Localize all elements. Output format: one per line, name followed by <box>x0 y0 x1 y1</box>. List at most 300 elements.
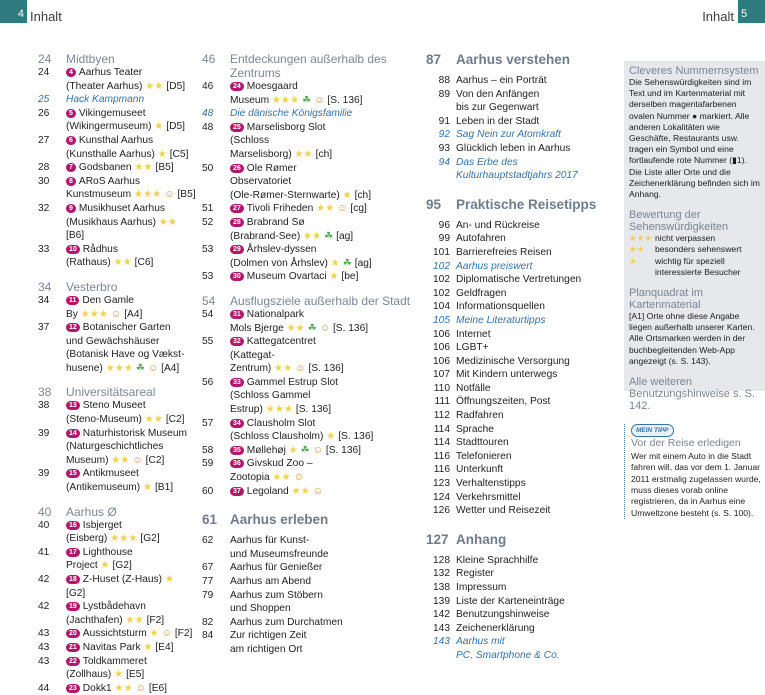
page-ref: 99 <box>438 233 450 245</box>
toc-entry <box>420 450 620 464</box>
info-title-rating: Bewertung der Sehenswürdigkeiten <box>629 209 729 234</box>
page-ref: 143 <box>433 622 450 634</box>
entry-line: (Theater Aarhus) ★★ [D5] <box>66 80 186 92</box>
entry-line: (Brabrand-See) ★★ ☘ [ag] <box>230 230 354 242</box>
page-ref: 92 <box>438 129 450 141</box>
page-ref: 102 <box>433 274 450 286</box>
toc-entry <box>36 519 196 546</box>
page-ref: 24 <box>38 52 52 66</box>
toc-entry <box>420 328 620 342</box>
page-ref: 60 <box>202 485 214 497</box>
toc-entry <box>420 74 620 88</box>
entry-line: Marselisborg) ★★ [ch] <box>230 148 333 160</box>
kids-icon: ☺ <box>164 189 175 201</box>
rating-stars-icon: ★★ <box>144 414 163 426</box>
page-ref: 106 <box>433 342 450 354</box>
nature-icon: ☘ <box>135 362 146 374</box>
sight-number-badge: 21 <box>66 643 80 652</box>
rating-stars-icon: ★★★ <box>133 189 162 201</box>
rating-stars-icon: ★ <box>330 257 340 269</box>
toc-entry <box>420 622 620 636</box>
page-ref: 106 <box>433 328 450 340</box>
rating-stars-icon: ★ <box>143 482 153 494</box>
toc-entry <box>36 175 196 202</box>
entry-line: (Rathaus) ★★ [C6] <box>66 257 154 269</box>
page-ref: 44 <box>38 682 50 694</box>
running-header-left: Inhalt <box>30 9 62 24</box>
toc-entry <box>420 608 620 622</box>
info-title-numbering: Cleveres Nummernsystem <box>629 65 759 77</box>
rating-legend <box>629 233 760 278</box>
page-ref: 106 <box>433 355 450 367</box>
kids-icon: ☺ <box>110 308 122 320</box>
kids-icon: ☺ <box>312 485 324 497</box>
entry-line: (Naturgeschichtliches <box>66 441 164 453</box>
toc-entry <box>36 202 196 243</box>
entry-line: 17 Lighthouse <box>66 546 196 560</box>
sight-number-badge: 37 <box>230 487 244 496</box>
toc-entry <box>36 399 196 426</box>
page-ref: 53 <box>202 271 214 283</box>
sight-number-badge: 35 <box>230 446 244 455</box>
toc-feature-entry <box>420 260 620 274</box>
entry-line: 32 Kattegatcentret <box>230 335 415 349</box>
page-ref: 58 <box>202 444 214 456</box>
entry-line: 6 Kunsthal Aarhus <box>66 134 196 148</box>
rating-stars-icon: ★★ <box>134 162 153 174</box>
page-number-left: 4 <box>17 8 24 20</box>
toc-feature-entry <box>200 107 415 121</box>
entry-line: (Jachthafen) ★★ [F2] <box>66 614 165 626</box>
nature-icon: ☘ <box>324 230 334 242</box>
page-ref: 34 <box>38 294 50 306</box>
sight-number-badge: 16 <box>66 521 80 530</box>
page-ref: 67 <box>202 562 214 574</box>
legend-row <box>629 256 760 278</box>
running-header-right: Inhalt <box>702 9 734 24</box>
sight-number-badge: 26 <box>230 164 244 173</box>
toc-section-heading <box>200 294 415 308</box>
toc-entry <box>420 554 620 568</box>
toc-feature-entry <box>420 635 620 662</box>
sight-number-badge: 14 <box>66 429 80 438</box>
toc-entry <box>420 436 620 450</box>
entry-line: husene) ★★★ ☘ ☺ [A4] <box>66 362 180 374</box>
entry-line: 4 Aarhus Teater <box>66 66 196 80</box>
toc-chapter-heading <box>420 532 620 548</box>
toc-entry <box>420 355 620 369</box>
entry-line: 12 Botanischer Garten <box>66 321 196 335</box>
toc-entry <box>200 121 415 162</box>
toc-entry <box>36 627 196 641</box>
page-ref: 79 <box>202 589 214 601</box>
toc-entry <box>36 546 196 573</box>
entry-line: Meine Literaturtipps <box>456 314 546 326</box>
entry-line: Öffnungszeiten, Post <box>456 396 551 408</box>
page-ref: 39 <box>38 468 50 480</box>
sight-number-badge: 36 <box>230 459 244 468</box>
nature-icon: ☘ <box>302 94 312 106</box>
entry-line: (Botanisk Have og Vækst- <box>66 349 185 361</box>
entry-line: (Steno-Museum) ★★ [C2] <box>66 414 185 426</box>
sight-number-badge: 10 <box>66 245 80 254</box>
toc-entry <box>200 417 415 444</box>
toc-entry <box>420 273 620 287</box>
entry-line: 35 Møllehøj ★ ☘ ☺ [S. 136] <box>230 444 415 458</box>
entry-line: 30 Museum Ovartaci ★ [be] <box>230 270 415 284</box>
entry-line: 26 Ole Rømer <box>230 162 415 176</box>
info-title-grid: Planquadrat im Kartenmaterial <box>629 287 703 312</box>
entry-line: Kunstmuseum ★★★ ☺ [B5] <box>66 189 196 201</box>
legend-row <box>629 244 760 255</box>
toc-entry <box>420 581 620 595</box>
sight-number-badge: 12 <box>66 323 80 332</box>
entry-line: PC, Smartphone & Co. <box>456 649 560 661</box>
sight-number-badge: 28 <box>230 218 244 227</box>
heading-text: Anhang <box>456 531 507 547</box>
kids-icon: ☺ <box>147 362 159 374</box>
toc-entry <box>36 161 196 175</box>
entry-line: (Schloss <box>230 135 270 147</box>
toc-feature-entry <box>420 156 620 183</box>
sight-number-badge: 15 <box>66 469 80 478</box>
page-ref: 34 <box>38 279 52 294</box>
entry-line: bis zur Gegenwart <box>456 102 539 114</box>
toc-entry <box>200 335 415 376</box>
page-ref: 96 <box>438 219 450 231</box>
entry-line: Internet <box>456 328 491 340</box>
page-ref: 93 <box>438 142 450 154</box>
sight-number-badge: 32 <box>230 337 244 346</box>
sight-number-badge: 5 <box>66 109 76 118</box>
sight-number-badge: 24 <box>230 82 244 91</box>
toc-entry <box>36 427 196 468</box>
toc-entry <box>420 423 620 437</box>
toc-entry <box>420 595 620 609</box>
entry-line: (Eisberg) ★★★ [G2] <box>66 533 160 545</box>
page-ref: 41 <box>38 546 50 558</box>
page-ref: 39 <box>38 427 50 439</box>
page-ref: 42 <box>38 601 50 613</box>
entry-line: Sprache <box>456 423 494 435</box>
toc-section-heading <box>36 385 196 399</box>
entry-line: Diplomatische Vertretungen <box>456 274 582 286</box>
page-ref: 143 <box>433 636 450 648</box>
toc-entry <box>420 232 620 246</box>
page-ref: 94 <box>438 156 450 168</box>
entry-line: Museum) ★★ ☺ [C2] <box>66 454 165 466</box>
kids-icon: ☺ <box>337 203 348 215</box>
entry-line: (Dolmen von Århslev) ★ ☘ [ag] <box>230 257 372 269</box>
toc-entry <box>200 616 415 630</box>
entry-line: 16 Isbjerget <box>66 519 196 533</box>
toc-entry <box>36 321 196 375</box>
heading-text: Aarhus erleben <box>230 512 329 528</box>
entry-line: 28 Brabrand Sø <box>230 216 415 230</box>
heading-text: Universitätsareal <box>66 385 156 400</box>
page-ref: 51 <box>202 203 214 215</box>
entry-line: (Schloss Gammel <box>230 390 311 402</box>
page-ref: 132 <box>433 568 450 580</box>
rating-stars-icon: ★ <box>149 628 159 640</box>
sight-number-badge: 8 <box>66 177 76 186</box>
entry-line: Geldfragen <box>456 287 507 299</box>
page-ref: 102 <box>433 260 450 272</box>
rating-stars-icon: ★★ <box>316 203 335 215</box>
toc-entry <box>420 504 620 518</box>
entry-line: am richtigen Ort <box>230 643 303 655</box>
entry-line: Zootopia ★★ ☺ <box>230 472 305 484</box>
page-ref: 114 <box>433 423 450 435</box>
toc-entry <box>420 88 620 115</box>
page-ref: 38 <box>38 385 52 400</box>
toc-entry <box>420 477 620 491</box>
page-ref: 124 <box>433 491 450 503</box>
toc-entry <box>36 600 196 627</box>
rating-stars-icon: ★★ <box>114 682 133 694</box>
toc-column-3 <box>420 52 620 663</box>
entry-line: Aarhus mit <box>456 636 505 648</box>
rating-stars-icon: ★ <box>629 255 637 266</box>
entry-line: und Shoppen <box>230 603 291 615</box>
entry-line: Kleine Sprachhilfe <box>456 554 539 566</box>
kids-icon: ☺ <box>135 682 147 694</box>
page-ref: 104 <box>433 301 450 313</box>
page-ref: 128 <box>433 554 450 566</box>
toc-entry <box>420 409 620 423</box>
page-ref: 24 <box>38 67 50 78</box>
info-body-numbering: Die Sehenswürdigkeiten sind im Text und im Kartenmaterial mit derselben magentafarbenen ovalen Nummer ● markiert. Alle anderen Lokalitäten wie Geschäfte, Restaurants usw. tragen ein Symbol und eine fortlaufende rote Nummer (▮1). Die Liste aller Orte und die Zeichenerklärung befinden sich im Anhang. <box>629 77 760 200</box>
entry-line: 36 Givskud Zoo – <box>230 457 415 471</box>
entry-line: Die dänische Königsfamilie <box>230 108 353 120</box>
rating-stars-icon: ★★ <box>125 614 144 626</box>
rating-stars-icon: ★★ <box>111 454 130 466</box>
heading-text: Ausflugsziele außerhalb der Stadt <box>230 293 411 308</box>
toc-entry <box>200 308 415 335</box>
page-ref: 88 <box>438 75 450 86</box>
page-ref: 54 <box>202 308 214 320</box>
rating-stars-icon: ★★ <box>629 244 645 255</box>
toc-entry <box>420 491 620 505</box>
page-ref: 32 <box>38 202 50 214</box>
rating-stars-icon: ★★ <box>291 485 310 497</box>
page-ref: 56 <box>202 376 214 388</box>
rating-stars-icon: ★★ <box>272 472 291 484</box>
page-ref: 82 <box>202 616 214 628</box>
rating-stars-icon: ★ <box>326 431 336 443</box>
sight-number-badge: 4 <box>66 68 76 77</box>
rating-stars-icon: ★★ <box>303 230 322 242</box>
page-ref: 53 <box>202 244 214 256</box>
entry-line: An- und Rückreise <box>456 219 540 231</box>
toc-entry <box>200 561 415 575</box>
entry-line: LGBT+ <box>456 342 489 354</box>
sight-number-badge: 19 <box>66 602 80 611</box>
entry-line: 5 Vikingemuseet <box>66 107 196 121</box>
nature-icon: ☘ <box>342 257 352 269</box>
entry-line: 25 Marselisborg Slot <box>230 121 415 135</box>
heading-text: Aarhus verstehen <box>456 52 571 67</box>
entry-line: Barrierefreies Reisen <box>456 246 552 258</box>
toc-entry <box>200 575 415 589</box>
entry-line: Von den Anfängen <box>456 88 540 100</box>
page-ref: 48 <box>202 108 214 120</box>
toc-feature-entry <box>36 93 196 107</box>
page-ref: 139 <box>433 595 450 607</box>
toc-chapter-heading <box>420 197 620 213</box>
sight-number-badge: 30 <box>230 272 244 281</box>
entry-line: Aarhus für Kunst- <box>230 535 310 547</box>
heading-text: Vesterbro <box>66 279 118 294</box>
page-ref: 40 <box>38 504 52 519</box>
page-ref: 111 <box>434 396 450 408</box>
toc-section-heading <box>36 52 196 66</box>
toc-entry <box>36 66 196 93</box>
entry-line: Das Erbe des <box>456 156 518 168</box>
rating-stars-icon: ★★★ <box>105 362 134 374</box>
page-ref: 28 <box>38 162 50 174</box>
sight-number-badge: 7 <box>66 163 76 172</box>
entry-line: Liste der Karteneinträge <box>456 595 565 607</box>
page-ref: 43 <box>38 628 50 640</box>
toc-chapter-heading <box>420 52 620 68</box>
toc-section-heading <box>36 280 196 294</box>
entry-line: Verkehrsmittel <box>456 491 521 503</box>
toc-column-2 <box>200 52 415 657</box>
toc-section-heading <box>200 52 415 80</box>
sight-number-badge: 6 <box>66 136 76 145</box>
kids-icon: ☺ <box>132 454 143 466</box>
toc-entry <box>200 457 415 484</box>
toc-entry <box>420 115 620 129</box>
entry-line: Estrup) ★★★ [S. 136] <box>230 404 332 416</box>
toc-entry <box>420 300 620 314</box>
page-ref: 138 <box>433 582 450 593</box>
page-ref: 25 <box>38 94 50 106</box>
page-ref: 116 <box>433 464 450 476</box>
sight-number-badge: 9 <box>66 204 76 213</box>
entry-line: 10 Rådhus <box>66 243 196 257</box>
rating-stars-icon: ★★ <box>274 363 293 375</box>
page-ref: 126 <box>433 505 450 517</box>
entry-line: Sag Nein zur Atomkraft <box>456 129 561 141</box>
entry-line: Register <box>456 568 494 580</box>
nature-icon: ☘ <box>307 322 317 334</box>
page-ref: 42 <box>38 574 50 585</box>
entry-line: (Antikemuseum) ★ [B1] <box>66 482 174 494</box>
entry-line: (Kattegat- <box>230 349 275 361</box>
page-number-right: 5 <box>741 8 748 20</box>
entry-line: Zur richtigen Zeit <box>230 630 307 642</box>
entry-line: 22 Toldkammeret <box>66 655 196 669</box>
sight-number-badge: 23 <box>66 684 80 693</box>
entry-line: (Ole-Rømer-Sternwarte) ★ [ch] <box>230 189 372 201</box>
entry-line: Verhaltenstipps <box>456 478 526 490</box>
sight-number-badge: 27 <box>230 204 244 213</box>
kids-icon: ☺ <box>319 322 331 334</box>
sight-number-badge: 17 <box>66 548 80 557</box>
toc-entry <box>200 629 415 656</box>
toc-feature-entry <box>420 128 620 142</box>
toc-entry <box>420 567 620 581</box>
heading-text: Praktische Reisetipps <box>456 196 597 212</box>
entry-line: Wetter und Reisezeit <box>456 505 551 517</box>
entry-line: Aarhus für Genießer <box>230 562 323 574</box>
rating-stars-icon: ★★ <box>294 148 313 160</box>
sight-number-badge: 33 <box>230 378 244 387</box>
page-number-tab-right <box>738 0 765 23</box>
legend-row <box>629 233 760 244</box>
sight-number-badge: 31 <box>230 310 244 319</box>
toc-entry <box>420 341 620 355</box>
toc-entry <box>200 216 415 243</box>
toc-entry <box>200 202 415 216</box>
sight-number-badge: 29 <box>230 245 244 254</box>
entry-line: Project ★ [G2] <box>66 560 132 572</box>
entry-line: (Schloss Clausholm) ★ [S. 136] <box>230 431 374 443</box>
heading-text: Entdeckungen außerhalb des Zentrums <box>230 52 387 80</box>
entry-line: 11 Den Gamle <box>66 294 196 308</box>
rating-stars-icon: ★★ <box>286 322 305 334</box>
entry-line: Benutzungshinweise <box>456 609 550 621</box>
entry-line: Telefonieren <box>456 450 512 462</box>
legend-text: besonders sehenswert <box>655 244 742 255</box>
toc-chapter-heading <box>200 512 415 528</box>
legend-text: wichtig für speziell interessierte Besucher <box>655 255 741 277</box>
entry-line: (Kunsthalle Aarhus) ★ [C5] <box>66 148 189 160</box>
entry-line: 15 Antikmuseet <box>66 467 196 481</box>
entry-line: 7 Godsbanen ★★ [B5] <box>66 161 196 175</box>
page-ref: 46 <box>202 52 216 66</box>
page-ref: 110 <box>433 382 450 394</box>
tip-body: Wer mit einem Auto in die Stadt fahren will, das vor dem 1. Januar 2011 erstmalig zugelassen wurde, muss dieses vorab online registrieren, da in Aarhus eine Umweltzone besteht (s. S. 100). <box>631 450 761 518</box>
info-title-more: Alle weiteren Benutzungshinweise s. S. 142. <box>629 376 755 413</box>
toc-entry <box>36 243 196 270</box>
entry-line: Hack Kampmann <box>66 94 145 106</box>
page-ref: 123 <box>433 478 450 490</box>
toc-entry <box>420 368 620 382</box>
kids-icon: ☺ <box>314 94 325 106</box>
info-body-grid: [A1] Orte ohne diese Angabe liegen außerhalb unserer Karten. Alle Ortsmarken werden in der buchbegleitenden Web-App angezeigt (s. S. 143). <box>629 311 755 366</box>
page-ref: 52 <box>202 216 214 228</box>
page-ref: 107 <box>433 369 450 381</box>
sight-number-badge: 20 <box>66 629 80 638</box>
page-ref: 61 <box>202 512 218 528</box>
tip-box <box>624 424 765 519</box>
kids-icon: ☺ <box>312 444 324 456</box>
toc-entry <box>200 270 415 284</box>
entry-line: und Gewächshäuser <box>66 335 160 347</box>
toc-entry <box>36 134 196 161</box>
page-ref: 87 <box>426 52 442 67</box>
entry-line: Glücklich leben in Aarhus <box>456 142 571 154</box>
page-ref: 77 <box>202 576 214 587</box>
kids-icon: ☺ <box>161 628 172 640</box>
sight-number-badge: 25 <box>230 123 244 132</box>
toc-entry <box>36 573 196 600</box>
rating-stars-icon: ★★ <box>113 257 132 269</box>
toc-entry <box>200 485 415 499</box>
rating-stars-icon: ★★★ <box>629 233 653 244</box>
page-ref: 43 <box>38 655 50 667</box>
entry-line: Notfälle <box>456 382 491 394</box>
sight-number-badge: 11 <box>66 296 79 305</box>
heading-text: Midtbyen <box>66 52 115 66</box>
toc-entry <box>420 395 620 409</box>
entry-line: 37 Legoland ★★ ☺ <box>230 485 415 499</box>
rating-stars-icon: ★ <box>164 574 175 585</box>
page-ref: 46 <box>202 81 214 92</box>
